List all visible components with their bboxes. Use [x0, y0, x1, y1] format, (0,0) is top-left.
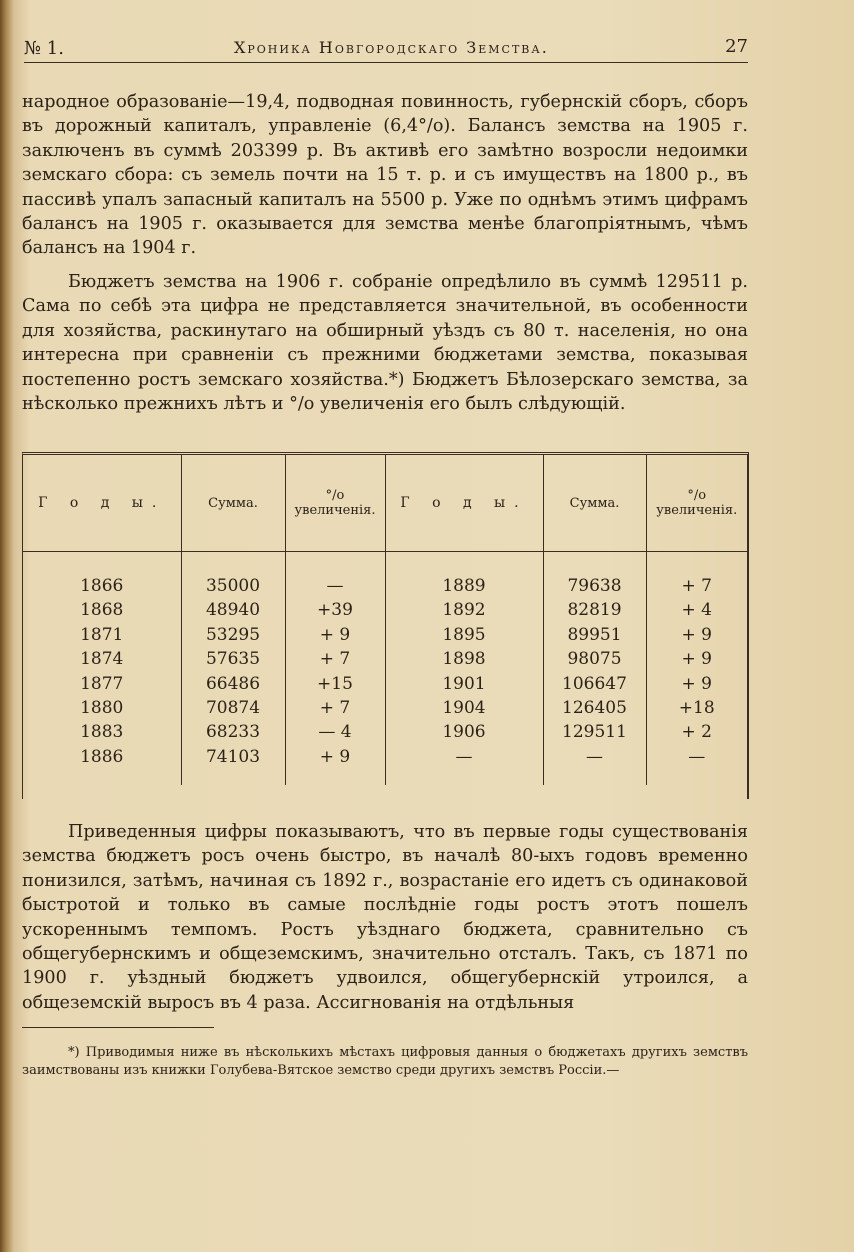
running-header: [24, 34, 748, 63]
table-row: [23, 598, 747, 622]
cell-sum: 35000: [181, 574, 285, 598]
table-spacer: [23, 552, 747, 575]
cell-sum: 82819: [543, 598, 646, 622]
cell-year: 1892: [385, 598, 543, 622]
table-row: [23, 623, 747, 647]
issue-number: № 1.: [24, 38, 64, 59]
cell-sum: —: [543, 745, 646, 769]
cell-year: 1906: [385, 720, 543, 744]
cell-sum: 57635: [181, 647, 285, 671]
cell-percent: +39: [285, 598, 385, 622]
cell-year: 1889: [385, 574, 543, 598]
cell-sum: 68233: [181, 720, 285, 744]
cell-year: —: [385, 745, 543, 769]
cell-year: 1874: [80, 649, 124, 670]
cell-sum: 106647: [543, 672, 646, 696]
cell-sum: 129511: [543, 720, 646, 744]
table-row: [23, 574, 747, 598]
cell-year: 1868: [80, 600, 124, 621]
cell-year: 1895: [385, 623, 543, 647]
cell-year: 1871: [80, 624, 124, 645]
cell-year: 1886: [80, 746, 124, 767]
table-row: [23, 745, 747, 769]
cell-percent: —: [285, 574, 385, 598]
header-sum-left: Сумма.: [181, 455, 285, 552]
cell-year: 1898: [385, 647, 543, 671]
footnote: *) Приводимыя ниже въ нѣсколькихъ мѣстахъ цифровыя данныя о бюджетахъ другихъ земствъ заимствованы изъ книжки Голубева-Вятское земство среди другихъ земствъ Россіи.—: [22, 1045, 748, 1078]
cell-percent: —: [646, 745, 747, 769]
cell-percent: + 9: [646, 623, 747, 647]
header-years-right: Г о д ы.: [385, 455, 543, 552]
cell-sum: 66486: [181, 672, 285, 696]
cell-year: 1901: [385, 672, 543, 696]
table-row: [23, 720, 747, 744]
cell-sum: 98075: [543, 647, 646, 671]
cell-percent: + 9: [646, 647, 747, 671]
table-tail: [23, 769, 747, 785]
cell-year: 1904: [385, 696, 543, 720]
cell-percent: +18: [646, 696, 747, 720]
table-row: [23, 696, 747, 720]
page-number: 27: [725, 36, 748, 57]
header-percent-left: °/o увеличенія.: [285, 455, 385, 552]
cell-percent: + 9: [285, 623, 385, 647]
cell-percent: + 2: [646, 720, 747, 744]
budget-table: [22, 452, 749, 799]
cell-sum: 89951: [543, 623, 646, 647]
cell-sum: 79638: [543, 574, 646, 598]
cell-percent: + 7: [285, 647, 385, 671]
footnote-rule: [22, 1027, 214, 1028]
cell-percent: — 4: [285, 720, 385, 744]
cell-year: 1883: [80, 722, 124, 743]
cell-percent: + 4: [646, 598, 747, 622]
paragraph-budget-1906: Бюджетъ земства на 1906 г. собраніе опредѣлило въ суммѣ 129511 р. Сама по себѣ эта цифра не представляется значительной, въ особенности для хозяйства, раскинутаго на обширный уѣздъ съ 80 т. населенія, но она интересна при сравненіи съ прежними бюджетами земства, показывая постепенно ростъ земскаго хозяйства.*) Бюджетъ Бѣлозерскаго земства, за нѣсколько прежнихъ лѣтъ и °/о увеличенія его былъ слѣдующій.: [22, 272, 748, 415]
paragraph-balance: народное образованіе—19,4, подводная повинность, губернскій сборъ, сборъ въ дорожный капиталъ, управленіе (6,4°/о). Балансъ земства на 1905 г. заключенъ въ суммѣ 203399 р. Въ активѣ его замѣтно возросли недоимки земскаго сбора: съ земель почти на 15 т. р. и съ имуществъ на 1800 р., въ пассивѣ упалъ запасный капиталъ на 5500 р. Уже по однѣмъ этимъ цифрамъ балансъ на 1905 г. оказывается для земства менѣе благопріятнымъ, чѣмъ балансъ на 1904 г.: [22, 92, 748, 259]
header-sum-right: Сумма.: [543, 455, 646, 552]
cell-sum: 48940: [181, 598, 285, 622]
cell-percent: + 9: [646, 672, 747, 696]
cell-sum: 70874: [181, 696, 285, 720]
header-percent-right: °/o увеличенія.: [646, 455, 747, 552]
table-row: [23, 672, 747, 696]
cell-percent: + 7: [285, 696, 385, 720]
cell-percent: +15: [285, 672, 385, 696]
cell-sum: 53295: [181, 623, 285, 647]
cell-year: 1880: [80, 698, 124, 719]
journal-title: Хроника Новгородскаго Земства.: [234, 38, 549, 57]
cell-percent: + 9: [285, 745, 385, 769]
cell-sum: 74103: [181, 745, 285, 769]
paragraph-analysis: Приведенныя цифры показываютъ, что въ первые годы существованія земства бюджетъ росъ очень быстро, въ началѣ 80-ыхъ годовъ временно понизился, затѣмъ, начиная съ 1892 г., возрастаніе его идетъ съ одинаковой быстротой и только въ самые послѣдніе годы ростъ этотъ пошелъ ускореннымъ темпомъ. Ростъ уѣзднаго бюджета, сравнительно съ общегубернскимъ и общеземскимъ, значительно отсталъ. Такъ, съ 1871 по 1900 г. уѣздный бюджетъ удвоился, общегубернскій утроился, а общеземскій выросъ въ 4 раза. Ассигнованія на отдѣльныя: [22, 822, 748, 1013]
header-years-left: Г о д ы.: [23, 455, 181, 552]
table-header-row: [23, 455, 747, 552]
cell-sum: 126405: [543, 696, 646, 720]
table-row: [23, 647, 747, 671]
cell-percent: + 7: [646, 574, 747, 598]
cell-year: 1877: [80, 673, 124, 694]
cell-year: 1866: [80, 576, 124, 596]
